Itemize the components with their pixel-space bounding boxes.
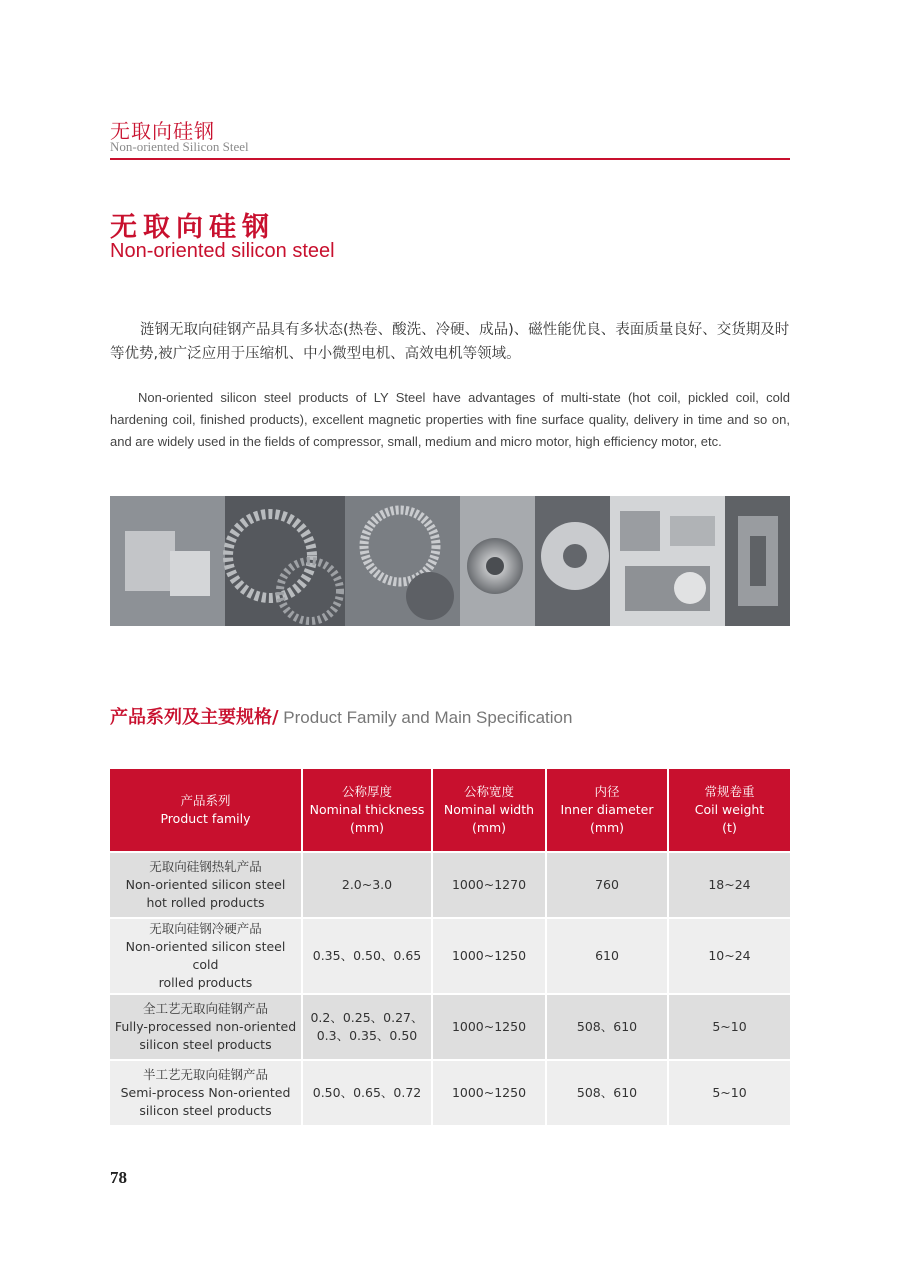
col-header-unit: (t) — [722, 820, 737, 835]
col-header-en: Product family — [160, 811, 251, 826]
cell-thickness — [302, 994, 432, 1060]
header-title-en: Non-oriented Silicon Steel — [110, 139, 249, 154]
cell-width: 1000~1250 — [432, 1060, 546, 1125]
cell-width: 1000~1250 — [432, 994, 546, 1060]
cell-width: 1000~1250 — [432, 918, 546, 994]
col-header-width — [432, 769, 546, 852]
product-photo-collage — [110, 496, 790, 626]
page-number: 78 — [110, 1168, 127, 1187]
col-header-unit: (mm) — [471, 820, 507, 835]
cell-family — [110, 852, 302, 918]
family-cn: 全工艺无取向硅钢产品 — [142, 1001, 268, 1016]
cell-thickness — [302, 852, 432, 918]
thickness-value: 0.2、0.25、0.27、 — [310, 1010, 424, 1025]
thickness-value: 2.0~3.0 — [341, 877, 393, 892]
family-en: silicon steel products — [139, 1103, 272, 1118]
family-cn: 无取向硅钢热轧产品 — [149, 859, 262, 874]
cell-width: 1000~1270 — [432, 852, 546, 918]
col-header-thickness — [302, 769, 432, 852]
header-title-cn: 无取向硅钢 — [110, 119, 215, 143]
col-header-cn: 公称厚度 — [341, 784, 392, 799]
family-en: hot rolled products — [146, 895, 265, 910]
family-en: Non-oriented silicon steel cold — [125, 939, 286, 972]
family-cn: 半工艺无取向硅钢产品 — [142, 1067, 268, 1082]
section-title-en: Product Family and Main Specification — [278, 708, 573, 727]
family-en: Non-oriented silicon steel — [125, 877, 286, 892]
family-en: Fully-processed non-oriented — [114, 1019, 297, 1034]
cell-diameter: 508、610 — [546, 994, 668, 1060]
spec-table — [110, 769, 790, 1125]
page-title-en: Non-oriented silicon steel — [110, 240, 335, 262]
cell-family — [110, 994, 302, 1060]
cell-thickness — [302, 918, 432, 994]
product-photo-strip — [110, 496, 790, 626]
col-header-en: Nominal width — [443, 802, 535, 817]
cell-family — [110, 1060, 302, 1125]
thickness-value: 0.35、0.50、0.65 — [312, 948, 422, 963]
cell-weight: 5~10 — [668, 994, 790, 1060]
table-row — [110, 994, 790, 1060]
col-header-en: Coil weight — [694, 802, 765, 817]
table-row — [110, 1060, 790, 1125]
cell-weight: 18~24 — [668, 852, 790, 918]
section-title — [110, 703, 572, 729]
col-header-en: Inner diameter — [560, 802, 654, 817]
thickness-value: 0.3、0.35、0.50 — [316, 1028, 418, 1043]
col-header-cn: 常规卷重 — [704, 784, 755, 799]
intro-paragraph-cn: 涟钢无取向硅钢产品具有多状态(热卷、酸洗、冷硬、成品)、磁性能优良、表面质量良好、交货期及时等优势,被广泛应用于压缩机、中小微型电机、高效电机等领域。 — [110, 322, 790, 362]
header-divider — [110, 158, 790, 160]
col-header-en: Nominal thickness — [309, 802, 425, 817]
col-header-cn: 产品系列 — [180, 793, 231, 808]
table-header-row — [110, 769, 790, 852]
col-header-cn: 公称宽度 — [463, 784, 514, 799]
cell-family — [110, 918, 302, 994]
cell-weight: 5~10 — [668, 1060, 790, 1125]
col-header-unit: (mm) — [589, 820, 625, 835]
cell-diameter: 508、610 — [546, 1060, 668, 1125]
page-title-cn: 无取向硅钢 — [110, 212, 275, 243]
col-header-unit: (mm) — [349, 820, 385, 835]
family-en: Semi-process Non-oriented — [120, 1085, 291, 1100]
thickness-value: 0.50、0.65、0.72 — [312, 1085, 422, 1100]
family-en: rolled products — [158, 975, 253, 990]
family-cn: 无取向硅钢冷硬产品 — [149, 921, 262, 936]
cell-weight: 10~24 — [668, 918, 790, 994]
col-header-weight — [668, 769, 790, 852]
intro-paragraph-en: Non-oriented silicon steel products of LY Steel have advantages of multi-state (hot coil, pickled coil, cold hardening coil, finished products), excellent magnetic properties with fine surface quality, delivery in time and so on, and are widely used in the fields of compressor, small, medium and micro motor, high efficiency motor, etc. — [110, 390, 790, 449]
cell-diameter: 760 — [546, 852, 668, 918]
col-header-family — [110, 769, 302, 852]
table-row — [110, 852, 790, 918]
section-title-cn: 产品系列及主要规格/ — [110, 707, 279, 728]
col-header-cn: 内径 — [594, 784, 620, 799]
table-row — [110, 918, 790, 994]
col-header-diameter — [546, 769, 668, 852]
cell-diameter: 610 — [546, 918, 668, 994]
family-en: silicon steel products — [139, 1037, 272, 1052]
cell-thickness — [302, 1060, 432, 1125]
